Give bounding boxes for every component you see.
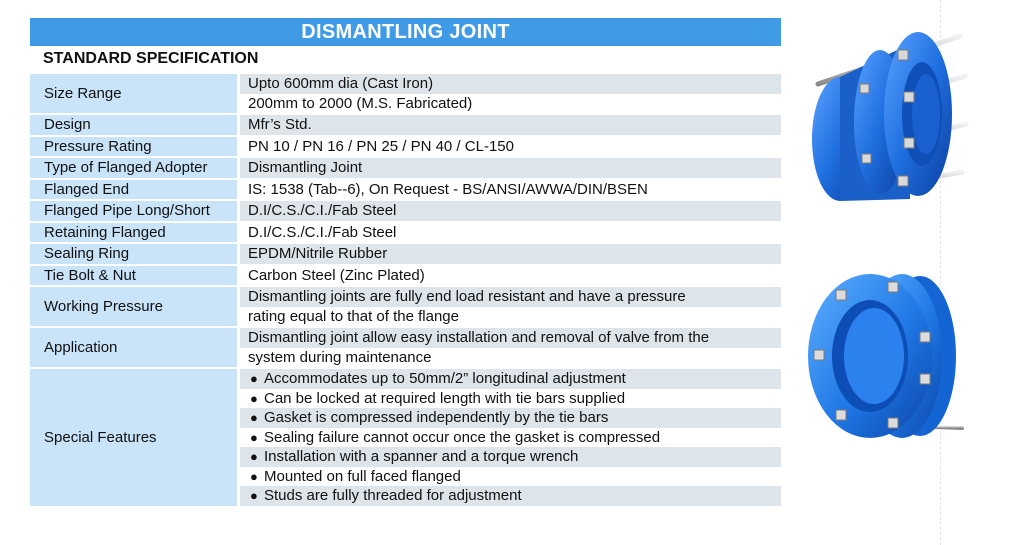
feature-text: Accommodates up to 50mm/2” longitudinal adjustment [264, 370, 626, 387]
bullet-icon: ● [250, 371, 258, 386]
spec-row [30, 158, 781, 178]
value-line: EPDM/Nitrile Rubber [240, 244, 781, 264]
special-features-row [30, 369, 781, 506]
dismantling-joint-photo-front [792, 268, 972, 443]
row-value [240, 115, 781, 135]
row-label: Application [30, 328, 237, 367]
feature-text: Studs are fully threaded for adjustment [264, 487, 522, 504]
row-label: Size Range [30, 74, 237, 113]
row-value [240, 369, 781, 506]
row-label: Sealing Ring [30, 244, 237, 264]
row-value [240, 137, 781, 157]
dismantling-joint-photo-angled [800, 14, 970, 214]
value-line: Upto 600mm dia (Cast Iron) [240, 74, 781, 94]
bullet-icon: ● [250, 429, 258, 445]
row-value [240, 201, 781, 221]
bullet-icon: ● [250, 410, 258, 425]
row-label: Tie Bolt & Nut [30, 266, 237, 286]
row-value [240, 223, 781, 243]
row-value [240, 328, 781, 367]
feature-item [240, 389, 781, 409]
row-value [240, 74, 781, 113]
value-line: PN 10 / PN 16 / PN 25 / PN 40 / CL-150 [240, 137, 781, 157]
row-label: Working Pressure [30, 287, 237, 326]
value-line: Dismantling joint allow easy installation and removal of valve from the [240, 328, 781, 348]
bullet-icon: ● [250, 468, 258, 484]
feature-item [240, 428, 781, 448]
spec-row [30, 201, 781, 221]
value-line: D.I/C.S./C.I./Fab Steel [240, 223, 781, 243]
value-line: D.I/C.S./C.I./Fab Steel [240, 201, 781, 221]
feature-text: Mounted on full faced flanged [264, 467, 461, 485]
row-label: Retaining Flanged [30, 223, 237, 243]
row-value [240, 158, 781, 178]
feature-item [240, 486, 781, 506]
spec-row [30, 115, 781, 135]
value-line: IS: 1538 (Tab--6), On Request - BS/ANSI/AWWA/DIN/BSEN [240, 180, 781, 200]
feature-item [240, 408, 781, 428]
row-label: Type of Flanged Adopter [30, 158, 237, 178]
feature-item [240, 467, 781, 487]
value-line: rating equal to that of the flange [240, 307, 781, 327]
section-subtitle: STANDARD SPECIFICATION [43, 50, 259, 67]
spec-row [30, 328, 781, 367]
value-line: Carbon Steel (Zinc Plated) [240, 266, 781, 286]
bullet-icon: ● [250, 390, 258, 406]
row-label: Flanged End [30, 180, 237, 200]
row-label: Special Features [30, 369, 237, 506]
row-label: Flanged Pipe Long/Short [30, 201, 237, 221]
spec-row [30, 180, 781, 200]
value-line: Dismantling Joint [240, 158, 781, 178]
page-title: DISMANTLING JOINT [301, 20, 510, 43]
row-value [240, 180, 781, 200]
spec-row [30, 137, 781, 157]
feature-text: Sealing failure cannot occur once the gasket is compressed [264, 428, 661, 446]
feature-text: Can be locked at required length with tie bars supplied [264, 389, 626, 407]
value-line: system during maintenance [240, 348, 781, 368]
title-bar [30, 18, 781, 46]
spec-row [30, 244, 781, 264]
spec-row [30, 223, 781, 243]
row-value [240, 244, 781, 264]
row-label: Pressure Rating [30, 137, 237, 157]
feature-text: Installation with a spanner and a torque wrench [264, 448, 579, 465]
spec-row [30, 74, 781, 113]
bullet-icon: ● [250, 488, 258, 503]
spec-table [30, 74, 781, 508]
feature-item [240, 447, 781, 467]
feature-item [240, 369, 781, 389]
feature-text: Gasket is compressed independently by the tie bars [264, 409, 609, 426]
row-value [240, 287, 781, 326]
spec-row [30, 266, 781, 286]
spec-row [30, 287, 781, 326]
value-line: Mfr’s Std. [240, 115, 781, 135]
row-label: Design [30, 115, 237, 135]
bullet-icon: ● [250, 449, 258, 464]
value-line: 200mm to 2000 (M.S. Fabricated) [240, 94, 781, 114]
row-value [240, 266, 781, 286]
value-line: Dismantling joints are fully end load resistant and have a pressure [240, 287, 781, 307]
